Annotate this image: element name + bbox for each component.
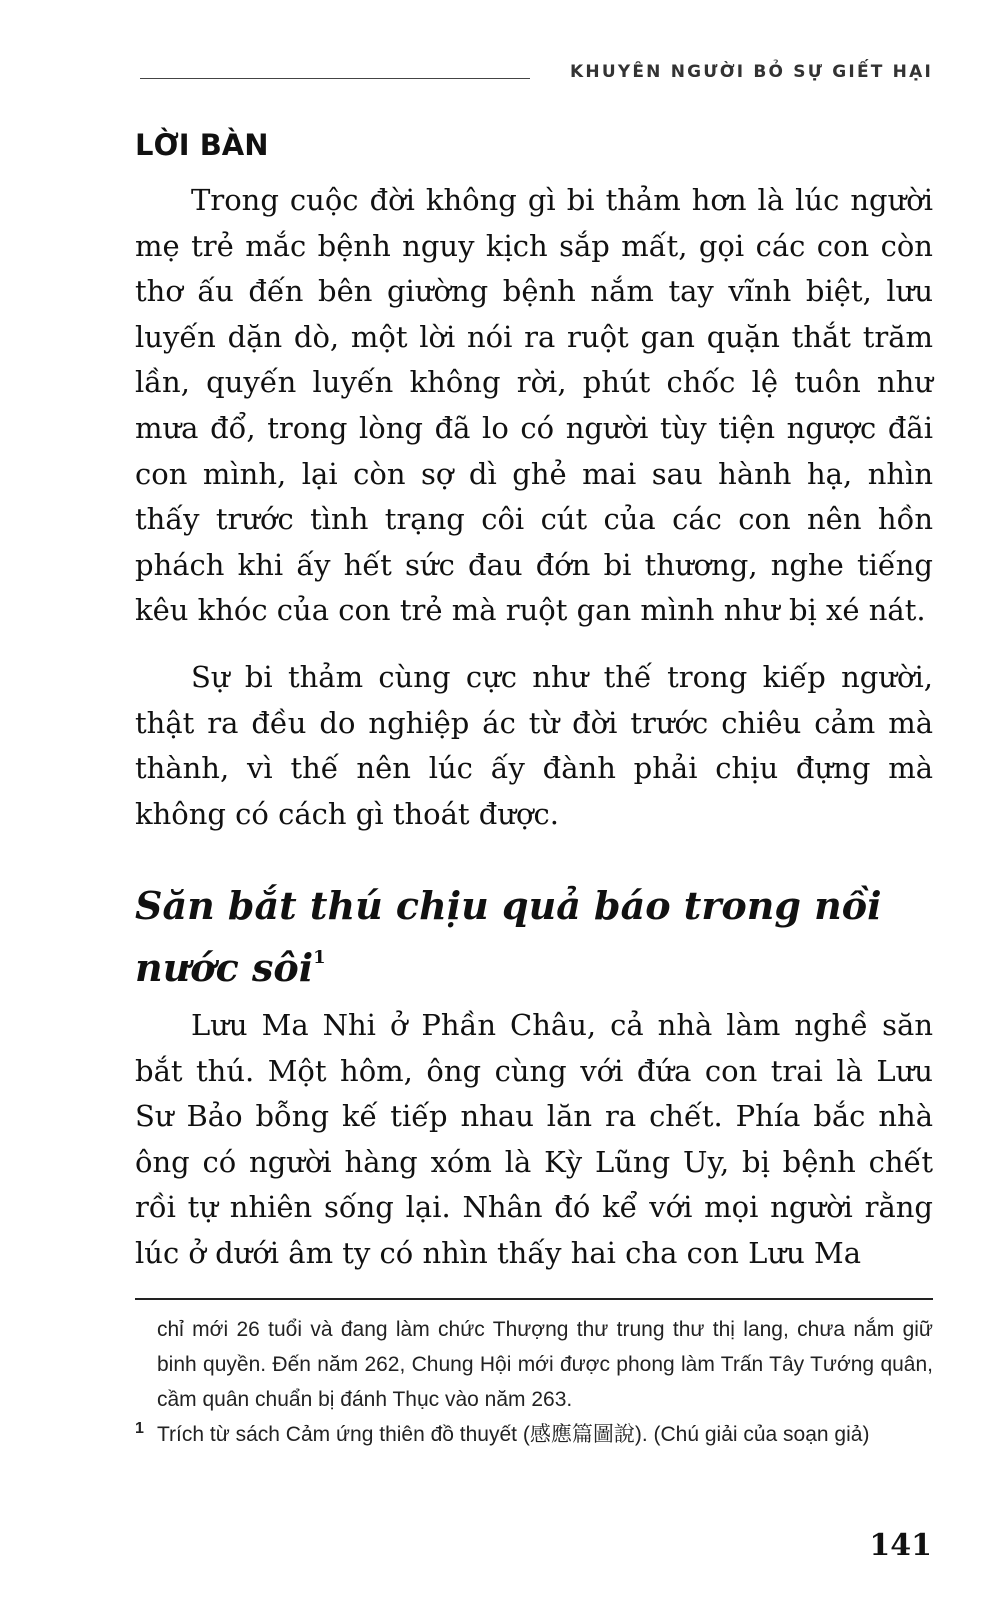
footnote-1-text: Trích từ sách Cảm ứng thiên đồ thuyết (感應篇圖說). (Chú giải của soạn giả) bbox=[157, 1423, 870, 1446]
header-rule bbox=[140, 78, 530, 79]
footnotes bbox=[135, 1312, 933, 1452]
footnote-1 bbox=[135, 1417, 933, 1452]
story-heading-text: Săn bắt thú chịu quả báo trong nồi nước sôi bbox=[135, 883, 882, 990]
paragraph-commentary-2: Sự bi thảm cùng cực như thế trong kiếp người, thật ra đều do nghiệp ác từ đời trước chiêu cảm mà thành, vì thế nên lúc ấy đành phải chịu đựng mà không có cách gì thoát được. bbox=[135, 660, 933, 831]
page-number: 141 bbox=[869, 1528, 932, 1563]
story-heading bbox=[135, 880, 925, 994]
paragraph-commentary-1: Trong cuộc đời không gì bi thảm hơn là lúc người mẹ trẻ mắc bệnh nguy kịch sắp mất, gọi các con còn thơ ấu đến bên giường bệnh nắm tay vĩnh biệt, lưu luyến dặn dò, một lời nói ra ruột gan quặn thắt trăm lần, quyến luyến không rời, phút chốc lệ tuôn như mưa đổ, trong lòng đã lo có người tùy tiện ngược đãi con mình, lại còn sợ dì ghẻ mai sau hành hạ, nhìn thấy trước tình trạng côi cút của các con nên hồn phách khi ấy hết sức đau đớn bi thương, nghe tiếng kêu khóc của con trẻ mà ruột gan mình như bị xé nát. bbox=[135, 183, 933, 628]
footnote-continued: chỉ mới 26 tuổi và đang làm chức Thượng thư trung thư thị lang, chưa nắm giữ binh quyền. Đến năm 262, Chung Hội mới được phong làm Trấn Tây Tướng quân, cầm quân chuẩn bị đánh Thục vào năm 263. bbox=[157, 1318, 933, 1411]
running-head-title: KHUYÊN NGƯỜI BỎ SỰ GIẾT HẠI bbox=[570, 62, 933, 82]
section-label: LỜI BÀN bbox=[135, 128, 269, 162]
footnote-1-marker: 1 bbox=[135, 1420, 144, 1437]
footnote-divider bbox=[135, 1298, 933, 1300]
paragraph-story: Lưu Ma Nhi ở Phần Châu, cả nhà làm nghề săn bắt thú. Một hôm, ông cùng với đứa con trai là Lưu Sư Bảo bỗng kế tiếp nhau lăn ra chết. Phía bắc nhà ông có người hàng xóm là Kỳ Lũng Uy, bị bệnh chết rồi tự nhiên sống lại. Nhân đó kể với mọi người rằng lúc ở dưới âm ty có nhìn thấy hai cha con Lưu Ma bbox=[135, 1008, 933, 1270]
footnote-ref[interactable]: 1 bbox=[313, 947, 326, 968]
running-head bbox=[140, 58, 933, 88]
